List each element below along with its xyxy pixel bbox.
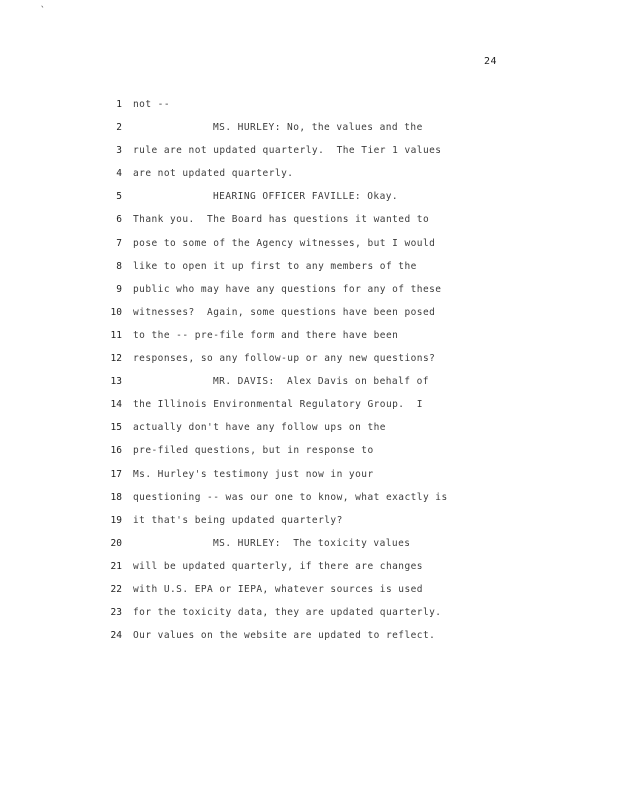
line-number: 7: [116, 237, 122, 249]
line-text: actually don't have any follow ups on the: [133, 422, 386, 434]
line-text: pose to some of the Agency witnesses, but I would: [133, 237, 436, 249]
line-text: are not updated quarterly.: [133, 168, 294, 180]
transcript-body: [0, 96, 619, 650]
line-number: 11: [110, 329, 122, 341]
line-number: 2: [116, 122, 122, 134]
line-number: 21: [110, 560, 122, 572]
line-text: HEARING OFFICER FAVILLE: Okay.: [213, 191, 399, 203]
page-number: 24: [484, 56, 498, 67]
line-number: 18: [110, 491, 122, 503]
line-number: 14: [110, 399, 122, 411]
line-number: 15: [110, 422, 122, 434]
transcript-line: [0, 304, 619, 327]
transcript-line: [0, 581, 619, 604]
transcript-line: [0, 119, 619, 142]
line-text: MR. DAVIS: Alex Davis on behalf of: [213, 376, 429, 388]
line-number: 23: [110, 607, 122, 619]
line-text: public who may have any questions for any of these: [133, 283, 442, 295]
transcript-line: [0, 350, 619, 373]
line-text: Ms. Hurley's testimony just now in your: [133, 468, 374, 480]
line-number: 17: [110, 468, 122, 480]
line-text: will be updated quarterly, if there are changes: [133, 560, 423, 572]
transcript-line: [0, 96, 619, 119]
line-number: 9: [116, 283, 122, 295]
line-text: it that's being updated quarterly?: [133, 514, 343, 526]
line-number: 8: [116, 260, 122, 272]
transcript-line: [0, 327, 619, 350]
transcript-line: [0, 442, 619, 465]
line-text: rule are not updated quarterly. The Tier 1 values: [133, 145, 442, 157]
line-number: 10: [110, 306, 122, 318]
transcript-line: [0, 373, 619, 396]
line-number: 3: [116, 145, 122, 157]
transcript-line: [0, 281, 619, 304]
corner-mark: `: [40, 6, 46, 16]
line-text: to the -- pre-file form and there have been: [133, 329, 399, 341]
line-number: 13: [110, 376, 122, 388]
transcript-line: [0, 165, 619, 188]
line-number: 20: [110, 537, 122, 549]
line-text: with U.S. EPA or IEPA, whatever sources is used: [133, 583, 423, 595]
transcript-line: [0, 535, 619, 558]
transcript-line: [0, 627, 619, 650]
line-text: not --: [133, 99, 171, 110]
line-number: 4: [116, 168, 122, 180]
transcript-line: [0, 558, 619, 581]
line-number: 19: [110, 514, 122, 526]
line-text: MS. HURLEY: The toxicity values: [213, 537, 411, 549]
line-text: MS. HURLEY: No, the values and the: [213, 122, 423, 134]
line-number: 6: [116, 214, 122, 226]
line-text: Thank you. The Board has questions it wanted to: [133, 214, 430, 226]
line-text: the Illinois Environmental Regulatory Group. I: [133, 399, 423, 411]
line-text: pre-filed questions, but in response to: [133, 445, 374, 457]
line-number: 5: [116, 191, 122, 203]
line-number: 16: [110, 445, 122, 457]
transcript-line: [0, 466, 619, 489]
transcript-line: [0, 188, 619, 211]
line-text: witnesses? Again, some questions have been posed: [133, 306, 436, 318]
line-number: 22: [110, 583, 122, 595]
line-text: questioning -- was our one to know, what exactly is: [133, 491, 448, 503]
transcript-line: [0, 604, 619, 627]
transcript-line: [0, 512, 619, 535]
line-number: 24: [110, 630, 122, 642]
transcript-line: [0, 235, 619, 258]
transcript-line: [0, 258, 619, 281]
transcript-line: [0, 419, 619, 442]
line-text: for the toxicity data, they are updated quarterly.: [133, 607, 442, 619]
line-number: 12: [110, 353, 122, 365]
transcript-line: [0, 489, 619, 512]
line-text: responses, so any follow-up or any new questions?: [133, 353, 436, 365]
transcript-line: [0, 211, 619, 234]
line-text: like to open it up first to any members of the: [133, 260, 417, 272]
transcript-line: [0, 142, 619, 165]
line-number: 1: [116, 99, 122, 110]
transcript-line: [0, 396, 619, 419]
line-text: Our values on the website are updated to reflect.: [133, 630, 436, 642]
